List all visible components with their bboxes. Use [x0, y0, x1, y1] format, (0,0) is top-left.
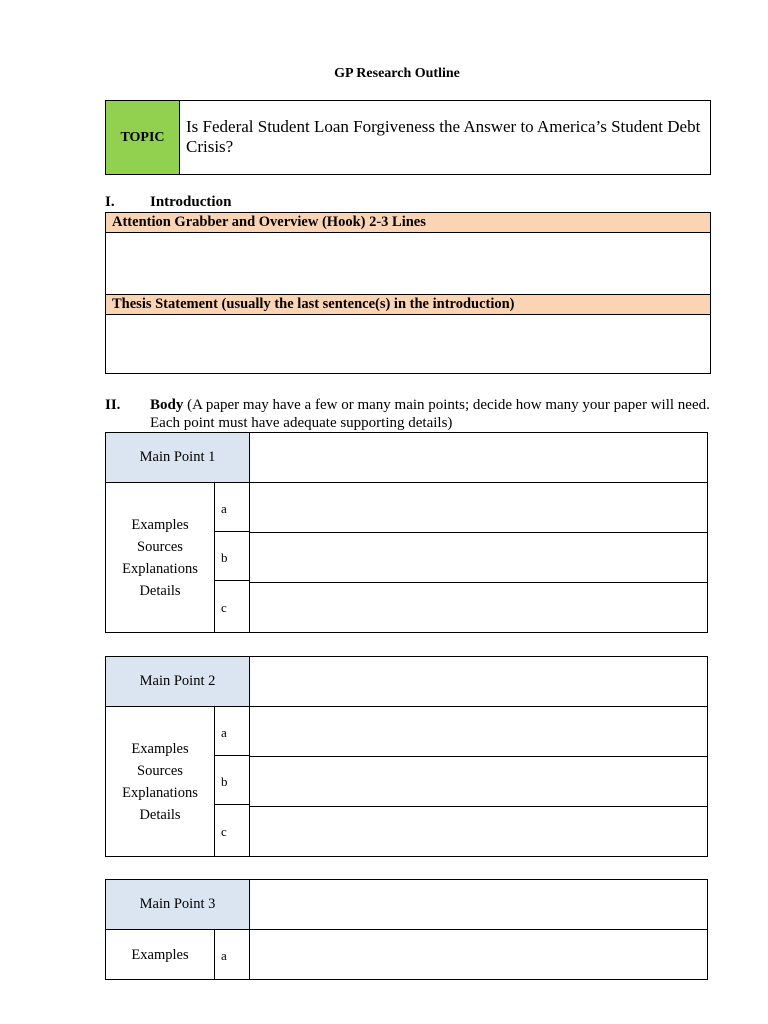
- details-line: Sources: [137, 762, 183, 779]
- main-point-table-3: [105, 879, 708, 980]
- hook-answer-cell[interactable]: [106, 233, 710, 294]
- introduction-table: [105, 212, 711, 374]
- thesis-header: Thesis Statement (usually the last sentence(s) in the introduction): [106, 294, 710, 315]
- details-line: Sources: [137, 538, 183, 555]
- main-point-answer-cell[interactable]: [250, 657, 707, 706]
- sub-point-answer-cell[interactable]: [250, 707, 707, 757]
- body-description: (A paper may have a few or many main points; decide how many your paper will need. Each point must have adequate supporting details): [150, 397, 710, 431]
- details-line: Examples: [131, 946, 189, 963]
- sub-point-answer-cell[interactable]: [250, 930, 707, 979]
- body-number: II.: [105, 397, 121, 413]
- sub-point-answer-cell[interactable]: [250, 807, 707, 856]
- sub-point-answer-cell[interactable]: [250, 583, 707, 632]
- sub-point-answer-cell[interactable]: [250, 483, 707, 533]
- details-label: [106, 930, 215, 979]
- main-point-table-2: [105, 656, 708, 857]
- sub-point-letter: b: [215, 756, 249, 805]
- hook-header: Attention Grabber and Overview (Hook) 2-3 Lines: [106, 213, 710, 233]
- main-point-answer-cell[interactable]: [250, 880, 707, 929]
- sub-point-letter: c: [221, 824, 227, 839]
- details-line: Details: [139, 806, 181, 823]
- details-line: Details: [139, 582, 181, 599]
- sub-point-letter: a: [215, 483, 249, 532]
- sub-point-letter: a: [215, 707, 249, 756]
- main-point-table-1: [105, 432, 708, 633]
- topic-label: TOPIC: [106, 101, 180, 174]
- details-line: Explanations: [122, 560, 198, 577]
- sub-point-letter: a: [221, 948, 227, 963]
- topic-text[interactable]: Is Federal Student Loan Forgiveness the Answer to America’s Student Debt Crisis?: [186, 117, 701, 156]
- details-line: Examples: [131, 740, 189, 757]
- introduction-number: I.: [105, 194, 115, 210]
- main-point-label: Main Point 2: [106, 657, 250, 706]
- body-title: Body: [150, 397, 184, 413]
- topic-box: [105, 100, 711, 175]
- main-point-answer-cell[interactable]: [250, 433, 707, 482]
- main-point-label: Main Point 1: [106, 433, 250, 482]
- document-title: GP Research Outline: [334, 66, 460, 81]
- thesis-answer-cell[interactable]: [106, 315, 710, 373]
- introduction-heading: [105, 194, 231, 211]
- details-label: [106, 707, 215, 856]
- main-point-label: Main Point 3: [106, 880, 250, 929]
- details-line: Examples: [131, 516, 189, 533]
- sub-point-answer-cell[interactable]: [250, 757, 707, 807]
- sub-point-letter: b: [215, 532, 249, 581]
- introduction-title: Introduction: [150, 194, 232, 210]
- details-line: Explanations: [122, 784, 198, 801]
- details-label: [106, 483, 215, 632]
- sub-point-answer-cell[interactable]: [250, 533, 707, 583]
- sub-point-letter: c: [221, 600, 227, 615]
